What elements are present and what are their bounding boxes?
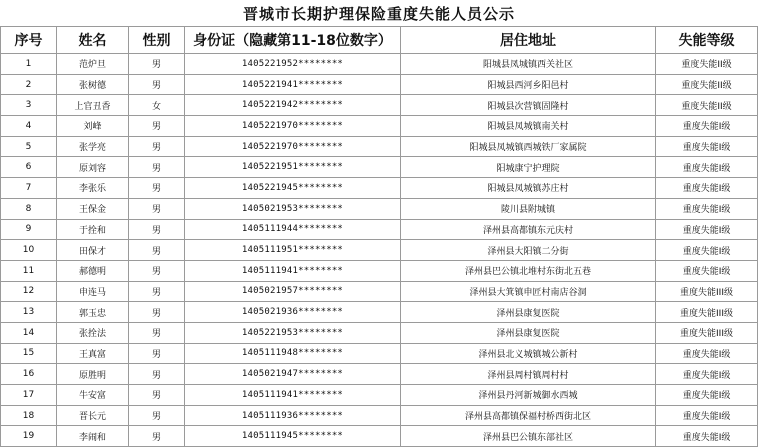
cell-level[interactable]: 重度失能I级 (656, 157, 758, 178)
cell-level[interactable]: 重度失能I级 (656, 116, 758, 137)
cell-id[interactable]: 1405221951******** (185, 157, 401, 178)
cell-id[interactable]: 1405221942******** (185, 95, 401, 116)
cell-level[interactable]: 重度失能I级 (656, 343, 758, 364)
cell-name[interactable]: 张拴法 (57, 322, 129, 343)
table-row (1, 240, 758, 261)
cell-address[interactable]: 阳城县凤城镇南关村 (401, 116, 656, 137)
cell-id[interactable]: 1405111945******** (185, 426, 401, 447)
cell-name[interactable]: 晋长元 (57, 405, 129, 426)
cell-no[interactable]: 19 (1, 426, 57, 447)
header-address[interactable]: 居住地址 (401, 27, 656, 54)
cell-sex[interactable]: 男 (129, 54, 185, 75)
header-no[interactable]: 序号 (1, 27, 57, 54)
cell-level[interactable]: 重度失能I级 (656, 240, 758, 261)
cell-id[interactable]: 1405221970******** (185, 136, 401, 157)
table-row (1, 322, 758, 343)
cell-name[interactable]: 牛安富 (57, 385, 129, 406)
cell-address[interactable]: 阳城县凤城镇苏庄村 (401, 178, 656, 199)
cell-address[interactable]: 阳城县凤城镇西关社区 (401, 54, 656, 75)
cell-id[interactable]: 1405221952******** (185, 54, 401, 75)
cell-name[interactable]: 原胜明 (57, 364, 129, 385)
cell-id[interactable]: 1405221970******** (185, 116, 401, 137)
cell-level[interactable]: 重度失能I级 (656, 198, 758, 219)
cell-name[interactable]: 李闹和 (57, 426, 129, 447)
cell-sex[interactable]: 男 (129, 178, 185, 199)
cell-id[interactable]: 1405111948******** (185, 343, 401, 364)
cell-sex[interactable]: 男 (129, 322, 185, 343)
cell-no[interactable]: 15 (1, 343, 57, 364)
cell-id[interactable]: 1405111951******** (185, 240, 401, 261)
cell-name[interactable]: 王真富 (57, 343, 129, 364)
cell-no[interactable]: 18 (1, 405, 57, 426)
header-name[interactable]: 姓名 (57, 27, 129, 54)
cell-no[interactable]: 2 (1, 74, 57, 95)
cell-address[interactable]: 泽州县康复医院 (401, 322, 656, 343)
cell-sex[interactable]: 男 (129, 405, 185, 426)
table-row (1, 219, 758, 240)
table-row (1, 95, 758, 116)
cell-sex[interactable]: 男 (129, 426, 185, 447)
cell-name[interactable]: 李张乐 (57, 178, 129, 199)
cell-no[interactable]: 10 (1, 240, 57, 261)
cell-no[interactable]: 8 (1, 198, 57, 219)
cell-address[interactable]: 泽州县北义城镇城公新村 (401, 343, 656, 364)
cell-address[interactable]: 泽州县大箕镇申匠村南店谷洞 (401, 281, 656, 302)
cell-no[interactable]: 7 (1, 178, 57, 199)
cell-level[interactable]: 重度失能I级 (656, 178, 758, 199)
cell-address[interactable]: 泽州县大阳镇二分街 (401, 240, 656, 261)
cell-sex[interactable]: 男 (129, 136, 185, 157)
table-row (1, 54, 758, 75)
header-row (1, 27, 758, 54)
cell-name[interactable]: 刘峰 (57, 116, 129, 137)
cell-no[interactable]: 12 (1, 281, 57, 302)
table-row (1, 116, 758, 137)
cell-name[interactable]: 田保才 (57, 240, 129, 261)
cell-no[interactable]: 9 (1, 219, 57, 240)
cell-id[interactable]: 1405111941******** (185, 260, 401, 281)
cell-sex[interactable]: 男 (129, 364, 185, 385)
cell-sex[interactable]: 男 (129, 343, 185, 364)
cell-level[interactable]: 重度失能I级 (656, 364, 758, 385)
cell-id[interactable]: 1405221953******** (185, 322, 401, 343)
cell-sex[interactable]: 男 (129, 198, 185, 219)
cell-sex[interactable]: 男 (129, 385, 185, 406)
cell-address[interactable]: 阳城县次营镇固隆村 (401, 95, 656, 116)
cell-level[interactable]: 重度失能I级 (656, 405, 758, 426)
cell-sex[interactable]: 男 (129, 281, 185, 302)
cell-address[interactable]: 陵川县附城镇 (401, 198, 656, 219)
cell-sex[interactable]: 女 (129, 95, 185, 116)
table-row (1, 281, 758, 302)
cell-name[interactable]: 王保金 (57, 198, 129, 219)
cell-level[interactable]: 重度失能II级 (656, 54, 758, 75)
cell-no[interactable]: 14 (1, 322, 57, 343)
table-row (1, 260, 758, 281)
cell-id[interactable]: 1405021936******** (185, 302, 401, 323)
cell-no[interactable]: 16 (1, 364, 57, 385)
cell-address[interactable]: 阳城康宁护理院 (401, 157, 656, 178)
cell-sex[interactable]: 男 (129, 240, 185, 261)
cell-id[interactable]: 1405021953******** (185, 198, 401, 219)
table-row (1, 302, 758, 323)
header-level[interactable]: 失能等级 (656, 27, 758, 54)
cell-id[interactable]: 1405221941******** (185, 74, 401, 95)
table-row (1, 343, 758, 364)
cell-address[interactable]: 泽州县康复医院 (401, 302, 656, 323)
cell-address[interactable]: 泽州县巴公镇北堆村东街北五巷 (401, 260, 656, 281)
cell-id[interactable]: 1405021947******** (185, 364, 401, 385)
table-row (1, 405, 758, 426)
cell-name[interactable]: 郝德明 (57, 260, 129, 281)
table-row (1, 385, 758, 406)
cell-level[interactable]: 重度失能II级 (656, 74, 758, 95)
cell-no[interactable]: 5 (1, 136, 57, 157)
table-row (1, 157, 758, 178)
cell-address[interactable]: 泽州县高都镇保福村桥西街北区 (401, 405, 656, 426)
cell-no[interactable]: 3 (1, 95, 57, 116)
title-row (1, 0, 758, 27)
cell-id[interactable]: 1405111941******** (185, 385, 401, 406)
cell-no[interactable]: 11 (1, 260, 57, 281)
cell-id[interactable]: 1405221945******** (185, 178, 401, 199)
cell-no[interactable]: 17 (1, 385, 57, 406)
cell-no[interactable]: 6 (1, 157, 57, 178)
cell-sex[interactable]: 男 (129, 74, 185, 95)
cell-address[interactable]: 阳城县西河乡阳邑村 (401, 74, 656, 95)
cell-name[interactable]: 郭玉忠 (57, 302, 129, 323)
cell-address[interactable]: 阳城县凤城镇西城铁厂家属院 (401, 136, 656, 157)
cell-level[interactable]: 重度失能I级 (656, 219, 758, 240)
cell-no[interactable]: 1 (1, 54, 57, 75)
table-row (1, 178, 758, 199)
table-row (1, 426, 758, 447)
cell-address[interactable]: 泽州县巴公镇东部社区 (401, 426, 656, 447)
cell-name[interactable]: 于拴和 (57, 219, 129, 240)
cell-id[interactable]: 1405111936******** (185, 405, 401, 426)
cell-level[interactable]: 重度失能I级 (656, 426, 758, 447)
cell-sex[interactable]: 男 (129, 116, 185, 137)
cell-level[interactable]: 重度失能III级 (656, 322, 758, 343)
table-row (1, 364, 758, 385)
cell-name[interactable]: 原刘容 (57, 157, 129, 178)
cell-name[interactable]: 张树德 (57, 74, 129, 95)
cell-address[interactable]: 泽州县周村镇周村村 (401, 364, 656, 385)
cell-address[interactable]: 泽州县丹河新城御水西城 (401, 385, 656, 406)
cell-address[interactable]: 泽州县高都镇东元庆村 (401, 219, 656, 240)
cell-level[interactable]: 重度失能I级 (656, 136, 758, 157)
cell-sex[interactable]: 男 (129, 219, 185, 240)
cell-name[interactable]: 申连马 (57, 281, 129, 302)
cell-sex[interactable]: 男 (129, 302, 185, 323)
cell-sex[interactable]: 男 (129, 260, 185, 281)
cell-level[interactable]: 重度失能III级 (656, 302, 758, 323)
cell-name[interactable]: 范炉旦 (57, 54, 129, 75)
cell-name[interactable]: 张学亮 (57, 136, 129, 157)
cell-id[interactable]: 1405111944******** (185, 219, 401, 240)
cell-name[interactable]: 上官丑香 (57, 95, 129, 116)
table-row (1, 198, 758, 219)
cell-level[interactable]: 重度失能I级 (656, 260, 758, 281)
cell-no[interactable]: 4 (1, 116, 57, 137)
cell-id[interactable]: 1405021957******** (185, 281, 401, 302)
header-sex[interactable]: 性别 (129, 27, 185, 54)
table-title[interactable]: 晋城市长期护理保险重度失能人员公示 (1, 0, 758, 27)
cell-sex[interactable]: 男 (129, 157, 185, 178)
cell-no[interactable]: 13 (1, 302, 57, 323)
table-row (1, 74, 758, 95)
cell-level[interactable]: 重度失能III级 (656, 281, 758, 302)
table-row (1, 136, 758, 157)
header-id[interactable]: 身份证（隐藏第11-18位数字） (185, 27, 401, 54)
cell-level[interactable]: 重度失能I级 (656, 385, 758, 406)
cell-level[interactable]: 重度失能II级 (656, 95, 758, 116)
